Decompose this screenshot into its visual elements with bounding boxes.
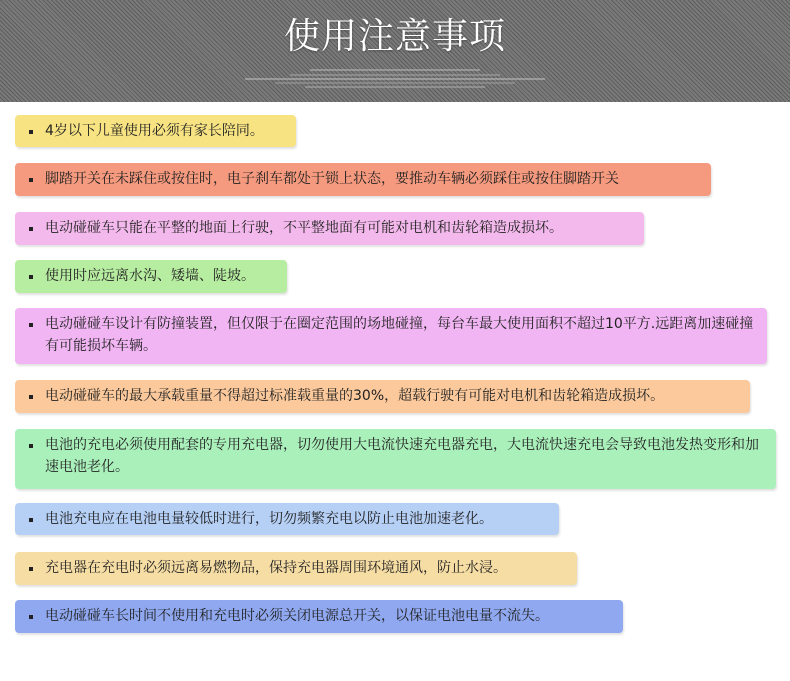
note-item: [15, 552, 577, 585]
bullet-icon: [29, 227, 33, 231]
bullet-icon: [29, 323, 33, 327]
bullet-icon: [29, 518, 33, 522]
note-text: 电动碰碰车的最大承载重量不得超过标准载重量的30%，超载行驶有可能对电机和齿轮箱造成损坏。: [45, 388, 665, 404]
note-item: [15, 380, 750, 413]
note-text: 电池的充电必须使用配套的专用充电器，切勿使用大电流快速充电器充电，大电流快速充电会导致电池发热变形和加速电池老化。: [45, 437, 759, 475]
note-text: 4岁以下儿童使用必须有家长陪同。: [45, 123, 264, 139]
note-text: 脚踏开关在未踩住或按住时，电子刹车都处于锁上状态，要推动车辆必须踩住或按住脚踏开关: [45, 171, 619, 187]
bullet-icon: [29, 567, 33, 571]
note-text: 电动碰碰车只能在平整的地面上行驶，不平整地面有可能对电机和齿轮箱造成损坏。: [45, 220, 563, 236]
bullet-icon: [29, 178, 33, 182]
page-title: 使用注意事项: [283, 16, 506, 57]
note-text: 使用时应远离水沟、矮墙、陡坡。: [45, 268, 255, 284]
note-item: [15, 308, 767, 364]
header-banner: [0, 0, 790, 102]
note-text: 充电器在充电时必须远离易燃物品，保持充电器周围环境通风，防止水浸。: [45, 560, 507, 576]
bullet-icon: [29, 130, 33, 134]
note-item: [15, 503, 559, 535]
bullet-icon: [29, 444, 33, 448]
note-item: [15, 429, 776, 489]
note-item: [15, 163, 711, 196]
note-item: [15, 260, 287, 293]
note-text: 电池充电应在电池电量较低时进行，切勿频繁充电以防止电池加速老化。: [45, 511, 493, 527]
note-text: 电动碰碰车长时间不使用和充电时必须关闭电源总开关，以保证电池电量不流失。: [45, 608, 549, 624]
note-text: 电动碰碰车设计有防撞装置，但仅限于在圈定范围的场地碰撞，每台车最大使用面积不超过10平方.远距离加速碰撞有可能损坏车辆。: [45, 316, 754, 354]
bullet-icon: [29, 275, 33, 279]
title-decoration-lines: [0, 66, 790, 96]
note-item: [15, 115, 296, 147]
note-item: [15, 212, 644, 245]
note-item: [15, 600, 623, 633]
bullet-icon: [29, 395, 33, 399]
bullet-icon: [29, 615, 33, 619]
